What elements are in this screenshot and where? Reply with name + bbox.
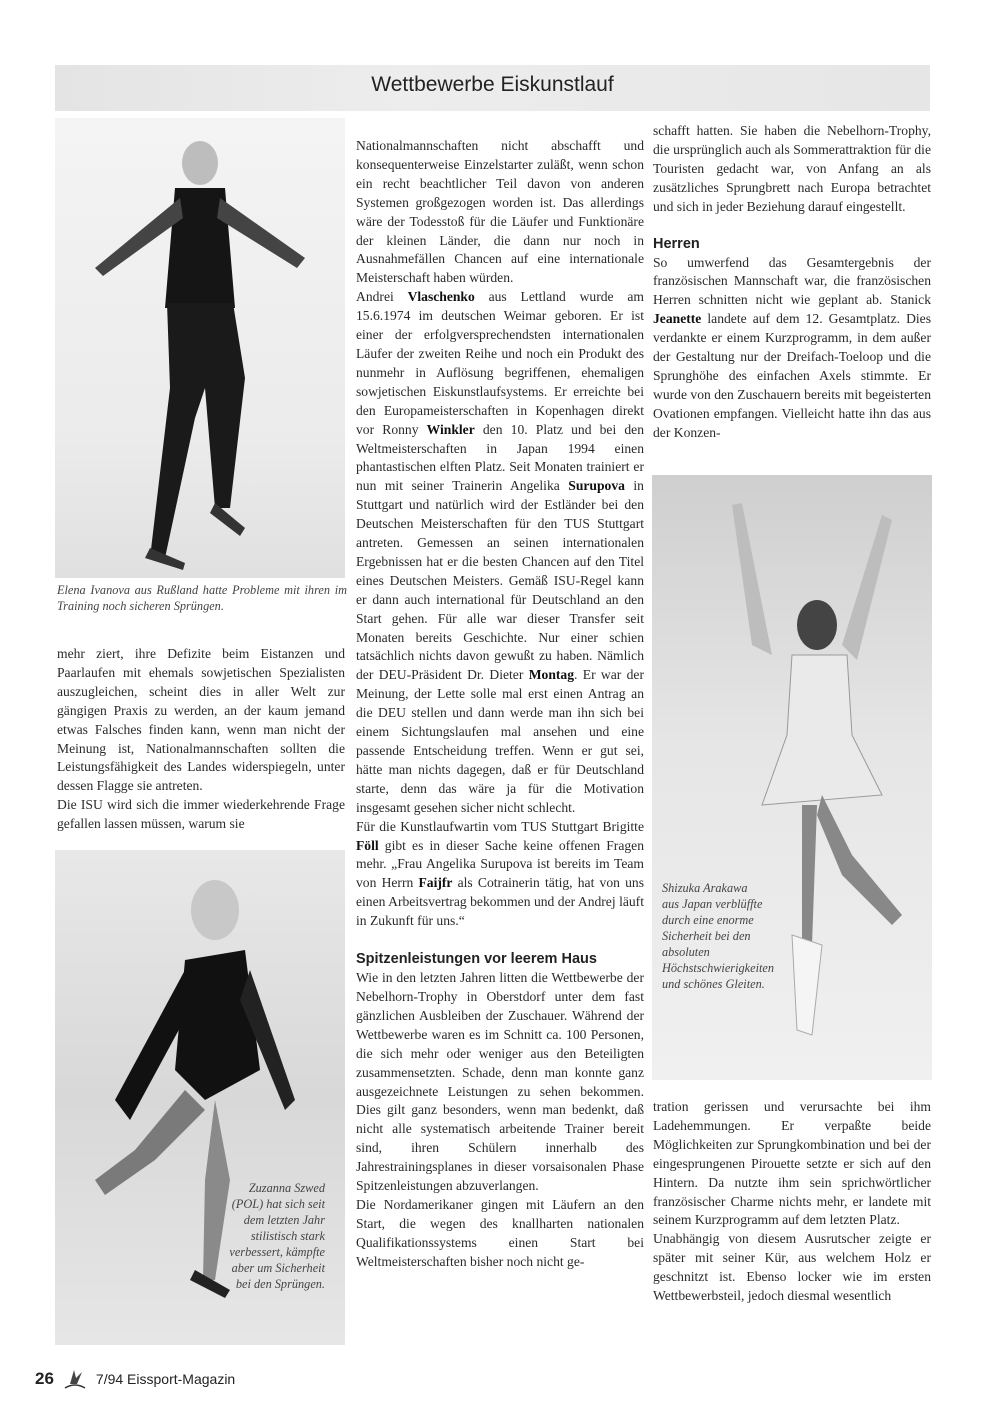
paragraph: Die Nordamerikaner gingen mit Läufern an den Start, die wegen des knallharten nationalen Qualifikationssystems einen Start bei Weltmeisterschaften bisher noch nicht ge-: [356, 1196, 644, 1269]
issue-label: 7/94 Eissport-Magazin: [95, 1371, 236, 1387]
paragraph: [356, 288, 644, 817]
text: den 10. Platz und bei den Weltmeisterschaften in Japan 1994 einen phantastischen elften Platz. Seit Monaten trainiert er nun mit seiner Trainerin Angelika: [356, 421, 644, 494]
text: . Er war der Meinung, der Lette solle mal erst einen Antrag an die DEU stellen und dann werde man ihn sich bei einem Sichtungslaufen mal ansehen und eine passende Entscheidung treffen. Wenn er gut sei, hätte man nichts dagegen, daß er für Deutschland starte, denn das wäre ja für die Motivation insgesamt gesehen sicher nicht schlecht.: [356, 667, 644, 815]
name-jeanette: Jeanette: [653, 311, 702, 327]
paragraph: mehr ziert, ihre Defizite beim Eistanzen und Paarlaufen mit ehemals sowjetischen Spezialisten auszugleichen, scheint dies in aller Welt zur gängigen Praxis zu werden, an der kaum jemand etwas Falsches finden kann, wenn man nicht der Meinung ist, Nationalmannschaften sollten die Leistungsfähigkeit des Landes widerspiegeln, unter dessen Flagge sie antreten.: [57, 646, 345, 794]
photo-caption: Elena Ivanova aus Rußland hatte Probleme mit ihren im Training noch sicheren Sprüngen.: [57, 583, 347, 613]
page-footer: [35, 1368, 235, 1390]
page-number: 26: [35, 1369, 54, 1388]
middle-column-text: [356, 137, 644, 1272]
photo-caption: Shizuka Arakawa aus Japan verblüffte durch eine enorme Sicherheit bei den absoluten Höchstschwierigkeiten und schönes Gleiten.: [662, 881, 775, 991]
left-column-text: [57, 645, 345, 834]
text: als Cotrainerin tätig, hat von uns einen Arbeitsvertrag bekommen und der Andrej läuft in Zukunft für uns.“: [356, 875, 645, 929]
paragraph: Wie in den letzten Jahren litten die Wettbewerbe der Nebelhorn-Trophy in Oberstdorf unter dem fast gänzlichen Ausbleiben der Zuschauer. Während der Wettbewerbe waren es im Schnitt ca. 100 Personen, die sich mehr oder weniger aus den Beteiligten zusammensetzten. Schade, denn man konnte ganz ausgezeichnete Leistungen zu sehen bekommen. Dies gilt ganz besonders, wenn man bedenkt, daß nicht alle systematisch arbeitende Trainer bereit sind, ihren Schülern innerhalb des Jahrestrainingsplanes in dieser vorsaisonalen Phase Spitzenleistungen abzuverlangen.: [356, 970, 644, 1194]
paragraph: tration gerissen und verursachte bei ihm Ladehemmungen. Er verpaßte beide Möglichkeiten zur Sprungkombination und bei der eingesprungenen Pirouette setzte er sich auf den Hintern. Da nutzte ihm sein sprichwörtlicher französischer Charme nichts mehr, er landete mit seinem Kurzprogramm auf dem letzten Platz.: [653, 1099, 931, 1228]
right-column-text-top: [653, 122, 931, 443]
name-vlaschenko: Vlaschenko: [407, 289, 475, 305]
name-surupova: Surupova: [568, 478, 625, 494]
text: gibt es in dieser Sache keine offenen Fragen mehr. „Frau Angelika Surupova ist bereits im Team von Herrn: [356, 837, 644, 891]
header-band: [55, 65, 930, 111]
paragraph: Die ISU wird sich die immer wiederkehrende Frage gefallen lassen müssen, warum sie: [57, 797, 345, 832]
section-heading: Herren: [653, 235, 700, 252]
paragraph: [356, 818, 644, 931]
name-winkler: Winkler: [426, 421, 475, 437]
text: in Stuttgart und natürlich wird der Estländer bei den Deutschen Meisterschaften für den TUS Stuttgart antreten. Gemessen an seinen internationalen Ergebnissen hat er die besten Chancen auf den Titel eines Deutschen Meisters. Gemäß ISU-Regel kann er dann auch international für Deutschland an den Start gehen. Für alle war dieser Transfer seit Monaten bereits Geschichte. Nur einer schien tatsächlich nichts davon gewußt zu haben. Nämlich der DEU-Präsident Dr. Dieter: [356, 478, 644, 683]
paragraph: [653, 254, 931, 443]
name-montag: Montag: [528, 667, 575, 683]
name-faijfr: Faijfr: [418, 875, 453, 891]
skater-silhouette-icon: [55, 118, 345, 578]
page-title: Wettbewerbe Eiskunstlauf: [371, 73, 614, 96]
text: Andrei: [356, 289, 408, 305]
photo-elena-ivanova: [55, 118, 345, 578]
text: aus Lettland wurde am 15.6.1974 im deutschen Weimar geboren. Er ist einer der erfolgversprechendsten internationalen Läufer der zweiten Reihe und noch ein Produkt des nunmehr in Auflösung begriffenen, ehemaligen sowjetischen Eiskunstlaufsystems. Er erreichte bei den Europameisterschaften in Kopenhagen direkt vor Ronny: [356, 289, 644, 437]
name-foell: Föll: [356, 837, 379, 853]
right-column-text-bottom: [653, 1098, 931, 1306]
photo-caption: Zuzanna Szwed (POL) hat sich seit dem letzten Jahr stilistisch stark verbessert, kämpfte aber um Sicherheit bei den Sprüngen.: [229, 1181, 325, 1291]
text: Für die Kunstlaufwartin vom TUS Stuttgart Brigitte: [356, 818, 644, 834]
text: landete auf dem 12. Gesamtplatz. Dies verdankte er einem Kurzprogramm, in dem außer der Gestaltung nur der Dreifach-Toeloop und die Sprunghöhe des einfachen Axels stimmte. Er wurde von den Zuschauern bereits mit begeisterten Ovationen empfangen. Vielleicht hatte ihn das aus der Konzen-: [653, 311, 931, 440]
photo-zuzanna-szwed: [55, 850, 345, 1345]
section-heading: Spitzenleistungen vor leerem Haus: [356, 951, 597, 968]
text: So umwerfend das Gesamtergebnis der französischen Mannschaft war, die französischen Herren schnitten nicht wie geplant ab. Stanick: [653, 254, 931, 308]
paragraph: schafft hatten. Sie haben die Nebelhorn-Trophy, die ursprünglich auch als Sommerattraktion für die Touristen gedacht war, von Anfang an als zusätzliches Sprungbrett nach Europa betrachtet und sich in jeder Beziehung darauf eingestellt.: [653, 123, 931, 214]
magazine-logo-icon: [62, 1368, 88, 1390]
photo-shizuka-arakawa: [652, 475, 932, 1080]
paragraph: Unabhängig von diesem Ausrutscher zeigte er später mit seiner Kür, aus welchem Holz er geschnitzt ist. Ebenso locker wie im ersten Wettbewerbsteil, jedoch diesmal wesentlich: [653, 1231, 931, 1304]
paragraph: Nationalmannschaften nicht abschafft und konsequenterweise Einzelstarter zuläßt, wenn schon ein recht beachtlicher Teil davon von anderen Systemen großgezogen worden ist. Das allerdings wäre der Todesstoß für die Läufer und Funktionäre der kleinen Länder, die dann nur noch in Ausnahmefällen Chancen auf eine internationale Meisterschaft haben würden.: [356, 138, 644, 286]
